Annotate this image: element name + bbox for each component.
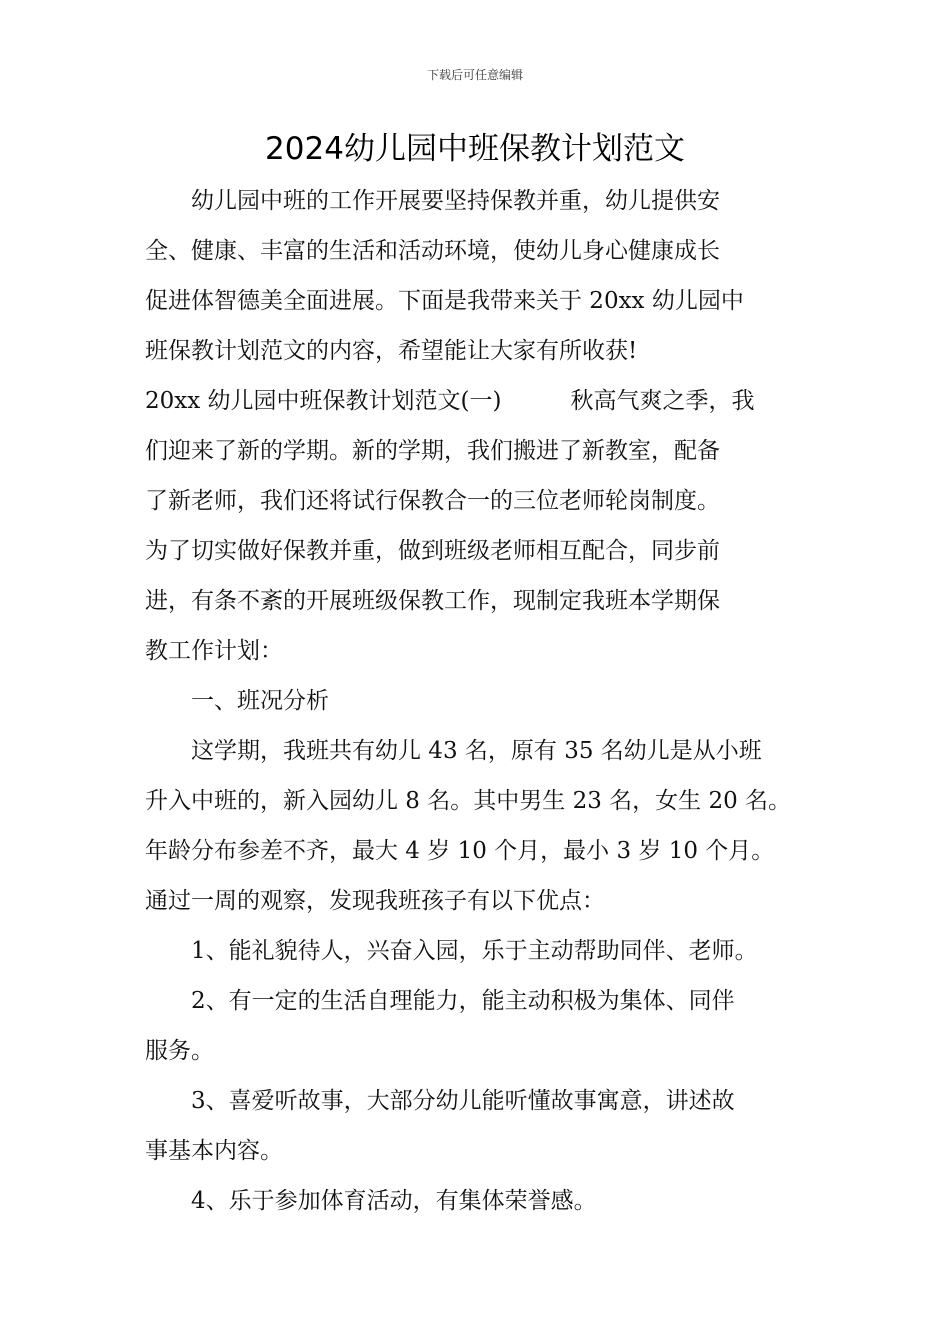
text-line: 全、健康、丰富的生活和活动环境，使幼儿身心健康成长 — [145, 238, 720, 264]
text-line: 这学期，我班共有幼儿 43 名，原有 35 名幼儿是从小班 — [191, 738, 762, 764]
document-title: 2024幼儿园中班保教计划范文 — [265, 131, 685, 167]
text-line: 一、班况分析 — [191, 688, 329, 714]
text-line: 1、能礼貌待人，兴奋入园，乐于主动帮助同伴、老师。 — [191, 938, 758, 964]
text-line: 通过一周的观察，发现我班孩子有以下优点： — [145, 888, 605, 914]
text-line: 服务。 — [145, 1038, 214, 1064]
text-line: 进，有条不紊的开展班级保教工作，现制定我班本学期保 — [145, 588, 720, 614]
document-body — [145, 176, 810, 1226]
text-line: 2、有一定的生活自理能力，能主动积极为集体、同伴 — [191, 988, 735, 1014]
text-line: 年龄分布参差不齐，最大 4 岁 10 个月，最小 3 岁 10 个月。 — [145, 838, 775, 864]
text-line: 幼儿园中班的工作开展要坚持保教并重，幼儿提供安 — [191, 188, 720, 214]
text-line: 教工作计划： — [145, 638, 283, 664]
text-line: 促进体智德美全面进展。下面是我带来关于 20xx 幼儿园中 — [145, 288, 744, 314]
text-line: 升入中班的，新入园幼儿 8 名。其中男生 23 名，女生 20 名。 — [145, 788, 792, 814]
text-line: 4、乐于参加体育活动，有集体荣誉感。 — [191, 1188, 597, 1214]
text-line: 20xx 幼儿园中班保教计划范文(一) 秋高气爽之季，我 — [145, 388, 755, 414]
text-line: 们迎来了新的学期。新的学期，我们搬进了新教室，配备 — [145, 438, 720, 464]
text-line: 事基本内容。 — [145, 1138, 283, 1164]
text-line: 班保教计划范文的内容，希望能让大家有所收获! — [145, 338, 638, 364]
text-line: 为了切实做好保教并重，做到班级老师相互配合，同步前 — [145, 538, 720, 564]
text-line: 了新老师，我们还将试行保教合一的三位老师轮岗制度。 — [145, 488, 720, 514]
header-note: 下载后可任意编辑 — [426, 68, 523, 82]
text-line: 3、喜爱听故事，大部分幼儿能听懂故事寓意，讲述故 — [191, 1088, 735, 1114]
